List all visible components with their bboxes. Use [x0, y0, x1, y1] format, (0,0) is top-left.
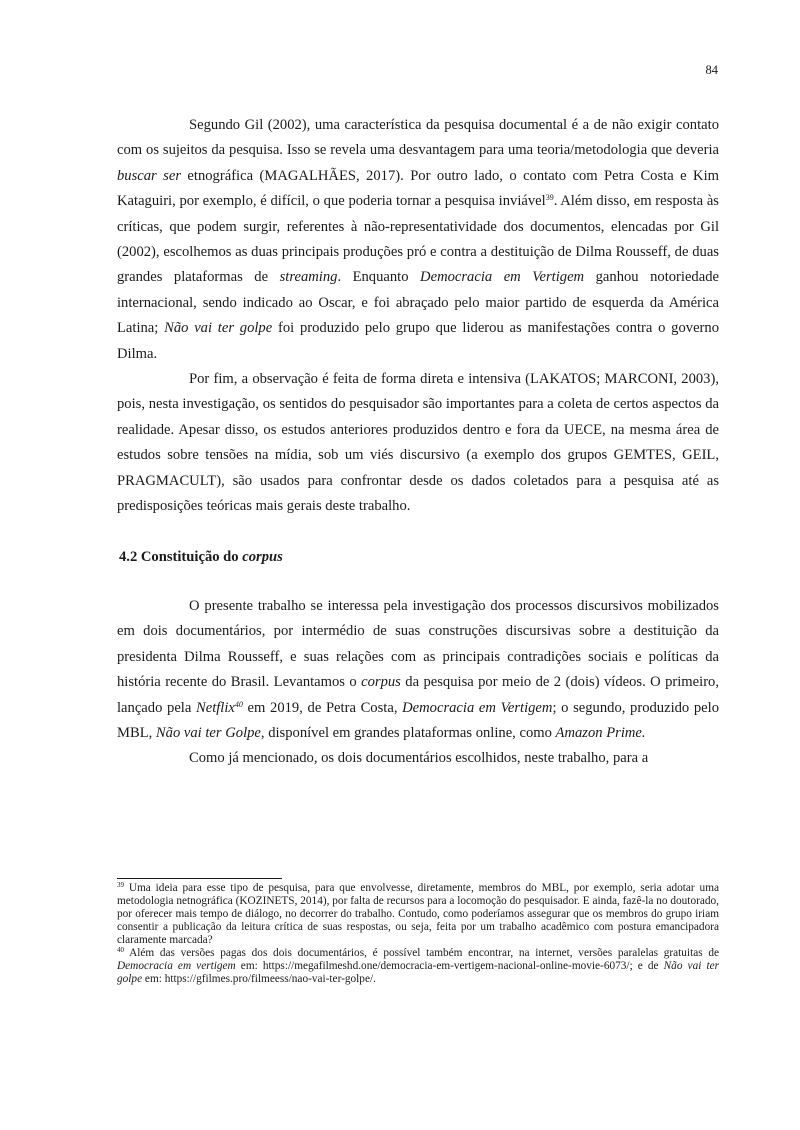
italic-run: corpus [361, 674, 401, 691]
paragraph-3 [117, 594, 719, 746]
italic-run: Democracia em Vertigem [420, 269, 585, 286]
heading-italic: corpus [242, 548, 283, 565]
footnote-italic: Democracia em vertigem [117, 960, 236, 972]
text-run: em 2019, de Petra Costa, [242, 699, 403, 716]
text-run: Segundo Gil (2002), uma característica da pesquisa documental é a de não exigir contato com os sujeitos da pesquisa. Isso se revela uma desvantagem para uma teoria/metodologia que deveria [117, 117, 719, 159]
footnotes [117, 882, 719, 986]
footnote-text: ; e de [629, 960, 664, 972]
footnote-39 [117, 882, 719, 947]
footnote-text: . [373, 973, 376, 985]
paragraph-4: Como já mencionado, os dois documentários escolhidos, neste trabalho, para a [189, 750, 649, 767]
footnote-italic: Não vai ter golpe [117, 960, 719, 985]
text-run: , disponível em grandes plataformas online, como [260, 724, 556, 741]
italic-run: Não vai ter Golpe [155, 724, 261, 741]
section-heading [119, 545, 719, 570]
italic-run: Netflix [195, 699, 235, 716]
footnote-text: Além das versões pagas dos dois documentários, é possível também encontrar, na internet, versões paralelas gratuitas de [124, 947, 719, 959]
text-run: . Além disso, em resposta às críticas, que podem surgir, referentes à não-representatividade dos documentos, elencadas por Gil (2002), escolhemos as duas principais produções pró e contra a destituição de Dilma Rousseff, de duas grandes plataformas de [117, 193, 719, 286]
italic-run: Amazon Prime. [555, 724, 646, 741]
paragraph-2: Por fim, a observação é feita de forma direta e intensiva (LAKATOS; MARCONI, 2003), pois, nesta investigação, os sentidos do pesquisador são importantes para a coleta de certos aspectos da realidade. Apesar disso, os estudos anteriores produzidos dentro e fora da UECE, na mesma área de estudos sobre tensões na mídia, sob um viés discursivo (a exemplo dos grupos GEMTES, GEIL, PRAGMACULT), são usados para confrontar desde os dados coletados para a pesquisa até as predisposições teóricas mais gerais deste trabalho. [117, 371, 719, 515]
footnote-separator [117, 878, 282, 879]
footnote-text: em: [142, 973, 162, 985]
footnote-ref-39[interactable]: 39 [545, 193, 554, 203]
italic-run: Democracia em Vertigem [402, 699, 553, 716]
italic-run: buscar ser [117, 167, 181, 184]
footnote-40 [117, 947, 719, 986]
page-number: 84 [705, 63, 718, 77]
text-run: ganhou notoriedade internacional, sendo indicado ao Oscar, e foi abraçado pelo maior partido de esquerda da América Latina; [117, 269, 719, 337]
text-run: foi produzido pelo grupo que liderou as manifestações contra o governo Dilma. [117, 320, 719, 362]
text-run: etnográfica (MAGALHÃES, 2017). Por outro lado, o contato com Petra Costa e Kim Kataguiri, por exemplo, é difícil, o que poderia tornar a pesquisa inviável [117, 167, 719, 210]
text-run: . Enquanto [337, 269, 421, 286]
italic-run: streaming [279, 269, 338, 286]
footnote-text: Uma ideia para esse tipo de pesquisa, para que envolvesse, diretamente, membros do MBL, por exemplo, seria adotar uma metodologia netnográfica (KOZINETS, 2014), por falta de recursos para a locomoção do pesquisador. E ainda, fazê-la no doutorado, por oferecer mais tempo de diálogo, no decorrer do trabalho. Contudo, como poderíamos assegurar que os membros do grupo iriam consentir a publicação da leitura crítica de suas respostas, ou seja, feita por um trabalho acadêmico com postura emancipadora claramente marcada? [117, 882, 719, 946]
text-run: ; o segundo, produzido pelo MBL, [117, 699, 719, 741]
italic-run: Não vai ter golpe [164, 320, 273, 337]
text-run: da pesquisa por meio de 2 (dois) vídeos. O primeiro, lançado pela [117, 674, 719, 716]
footnote-ref-40[interactable]: 40 [234, 699, 243, 709]
footnote-link-1[interactable]: https://megafilmeshd.one/democracia-em-vertigem-nacional-online-movie-6073/ [262, 960, 630, 972]
text-run: O presente trabalho se interessa pela investigação dos processos discursivos mobilizados em dois documentários, por intermédio de suas construções discursivas sobre a destituição da presidenta Dilma Rousseff, e suas relações com as principais contradições sociais e políticas da história recente do Brasil. Levantamos o [117, 597, 719, 691]
footnote-link-2[interactable]: https://gfilmes.pro/filmeess/nao-vai-ter-golpe/ [164, 973, 374, 985]
body-text [117, 113, 719, 772]
footnote-number: 39 [117, 881, 124, 889]
heading-text: 4.2 Constituição do [119, 548, 243, 565]
footnote-text: em: [235, 960, 258, 972]
footnote-number: 40 [117, 946, 124, 954]
paragraph-1 [117, 113, 719, 367]
